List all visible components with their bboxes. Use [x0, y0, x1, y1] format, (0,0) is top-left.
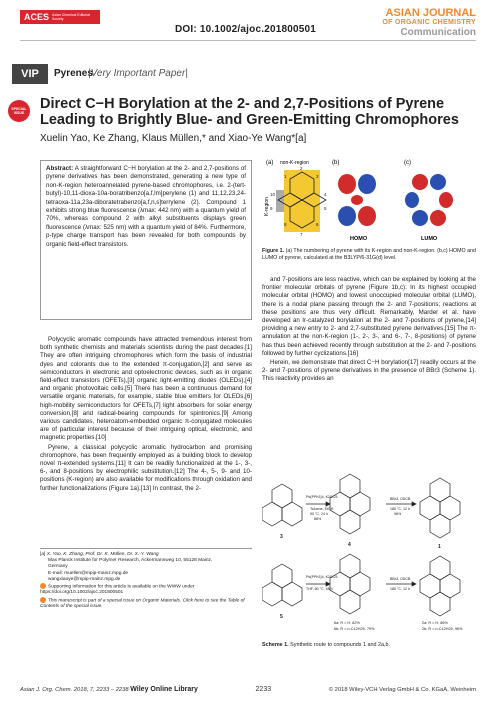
condition-2b: 180 °C, 12 h — [390, 507, 411, 511]
position-7-label: 7 — [300, 232, 303, 237]
abstract-label: Abstract: — [46, 165, 74, 172]
journal-name-line2: OF ORGANIC CHEMISTRY — [382, 19, 476, 26]
compound-3-label: 3 — [280, 534, 283, 540]
position-5-label: 5 — [324, 206, 327, 211]
condition-1c: 90 °C, 24 h — [310, 512, 329, 516]
condition-4b: 180 °C, 12 h — [390, 587, 411, 591]
position-2-label: 2 — [300, 166, 303, 171]
supporting-info[interactable] — [40, 583, 252, 597]
citation: Asian J. Org. Chem. 2018, 7, 2233 – 2238 — [20, 687, 129, 693]
compound-2b-result: 2b: R = n-C12H25, 96% — [422, 627, 463, 631]
condition-2a: BBr3, ODCB — [390, 497, 411, 501]
publisher-logo-subtitle: Asian Chemical Editorial Society — [52, 13, 90, 21]
abstract-box — [40, 160, 252, 320]
scheme-structures — [262, 474, 460, 616]
vip-descriptor: |Very Important Paper| — [88, 68, 188, 79]
header-divider — [20, 40, 476, 41]
body-paragraph: Polycyclic aromatic compounds have attracted tremendous interest from both synthetic chemists and materials scientists during the past decades.[1] They are often intriguing chromophores which form the basis of industrial dyes and colorants due to the extended π-conjugation,[2] and serve as semiconductors in electronic and optoelectronic devices, such as in organic field-effect transistors (OFETs),[3] organic light-emitting diodes (OLEDs),[4] and organic photovoltaic cells.[5] There has been a continuous demand for versatile organic materials, for example, stable blue emitters for OLEDs,[6] high-mobility semiconductors for OFETs,[7] light absorbers for solar energy conversion,[8] and radical-bearing compounds for spintronics.[9] Among various candidates, heteroatom-embedded organic π-conjugated molecules are of particular interest because of their intriguing optical, electronic, and magnetic properties.[10] — [40, 336, 252, 442]
wiley-online-library-link[interactable]: Wiley Online Library — [130, 686, 198, 693]
condition-1a: Pd(PPh3)4, K2CO3 — [306, 495, 338, 499]
body-paragraph: Herein, we demonstrate that direct C−H borylation[17] readily occurs at the 2- and 7-positions of pyrene derivatives in the presence of BBr3 (Scheme 1). This reactivity provides an — [262, 359, 476, 383]
scheme-1-caption — [262, 642, 476, 648]
body-paragraph: and 7-positions are less reactive, which can be explained by looking at the frontier molecular orbitals of pyrene (Figure 1b,c): In its highest occupied molecular orbital (HOMO) and lowest unoccupied molecular orbital (LUMO), there is a nodal plane passing through the 2- and 7-positions; reactions at these positions are thus very difficult. Remarkably, Marder et al. have developed an Ir-catalyzed borylation at the 2- and 7-positions of pyrene,[14] providing a new entry to 2- and 2,7-substituted pyrene derivatives.[15] The π-annulation at the non-K-region (1-, 2-, 3-, and 6-, 7-, 8-positions) of pyrene has thus been achieved recently through substitution at the 2- and 7-positions followed by further cyclizations.[16] — [262, 276, 476, 357]
article-title: Direct C−H Borylation at the 2- and 2,7-Positions of Pyrene Leading to Brightly Blue- and Green-Emitting Chromophores — [40, 96, 459, 128]
special-issue-note-text: This manuscript is part of a special issue on Organic Materials. Click here to see the Table of Contents of the special issue. — [40, 597, 245, 610]
author-list: Xuelin Yao, Ke Zhang, Klaus Müllen,* and Xiao-Ye Wang*[a] — [40, 133, 307, 144]
compound-6b-result: 6b: R = n-C12H25, 79% — [334, 627, 375, 631]
panel-b-label: (b) — [332, 160, 340, 166]
position-8-label: 8 — [284, 222, 287, 227]
affiliation-label: [a] — [40, 552, 46, 557]
affiliation-email-2[interactable]: wangxiaoye@mpip-mainz.mpg.de — [48, 576, 121, 582]
body-paragraph: Pyrene, a classical polycyclic aromatic hydrocarbon and promising chromophore, has been frequently employed as a building block to develop novel π-extended systems.[11] It can be readily functionalized at the 1-, 3-, 6-, and 8-positions by electrophilic substitution.[12] The 4-, 5-, 9- and 10-positions (K-region) are also available for modifications through oxidation and further functionalizations (Figure 1a).[13] In contrast, the 2- — [40, 443, 252, 492]
non-k-region-label: non-K-region — [280, 160, 309, 166]
page-number: 2233 — [255, 686, 272, 693]
condition-4a: BBr3, ODCB — [390, 577, 411, 581]
footnote-divider — [40, 548, 252, 549]
special-issue-badge: SPECIAL ISSUE — [8, 100, 30, 122]
figure-1-caption-text: (a) The numbering of pyrene with its K-region and non-K-region. (b,c) HOMO and LUMO of pyrene, calculated at the B3LYP/6-31G(d) level. — [262, 248, 476, 261]
position-6-label: 6 — [316, 222, 319, 227]
compound-5-label: 5 — [280, 614, 283, 620]
abstract-text: A straightforward C−H borylation at the 2- and 2,7-positions of pyrene derivatives has been demonstrated, generating a new type of non-K-region heteroannelated pyrene-based chromophores, i.e. 2-(tert-butyl)-10,11-dioxa-10a-boratribenzo[a,f,lm]perylene (1) and 11,12,23,24-tetraoxa-11a,23a-diboratetrabenzo[a,f,n,s]terrylene (2). Compound 1 exhibits strong blue fluorescence (λmax: 442 nm) with a quantum yield of 70%, whereas compound 2 with alkyl substituents displays green fluorescence (λmax: 525 nm) with a quantum yield of 84%. Furthermore, p-type charge transport has been revealed for both compounds by organic field-effect transistors. — [46, 165, 246, 248]
position-4-label: 4 — [324, 192, 327, 197]
special-issue-icon — [40, 597, 46, 603]
position-1-label: 1 — [284, 174, 287, 179]
k-region-label: K-region — [264, 197, 270, 216]
publisher-logo — [20, 10, 100, 24]
journal-logo — [382, 8, 476, 38]
compound-2a-result: 2a: R = H, 86% — [422, 621, 448, 625]
homo-label: HOMO — [350, 236, 368, 242]
scheme-1-caption-label: Scheme 1. — [262, 642, 289, 648]
publisher-logo-text: ACES — [24, 12, 50, 22]
affiliation-line-1: Max Planck Institute for Polymer Research, Ackermannweg 10, 55128 Mainz, — [48, 558, 213, 564]
panel-a-label: (a) — [266, 160, 274, 166]
compound-4-label: 4 — [348, 542, 351, 548]
article-type: Communication — [400, 27, 476, 38]
lumo-label: LUMO — [421, 236, 438, 242]
position-10-label: 10 — [270, 192, 276, 197]
condition-3b: THF, 80 °C, 48 h — [306, 587, 333, 591]
affiliation-line-2: Germany — [48, 564, 68, 570]
compound-6a-result: 6a: R = H, 82% — [334, 621, 360, 625]
doi-link[interactable]: DOI: 10.1002/ajoc.201800501 — [175, 24, 317, 35]
section-name: Pyrenes — [54, 68, 93, 79]
figure-1-caption-label: Figure 1. — [262, 248, 285, 254]
footnotes — [40, 552, 252, 610]
position-9-label: 9 — [270, 206, 273, 211]
supporting-info-icon — [40, 583, 46, 589]
body-column-1 — [40, 336, 252, 494]
figure-1 — [262, 156, 476, 246]
position-3-label: 3 — [316, 174, 319, 179]
scheme-1-caption-text: Synthetic route to compounds 1 and 2a,b. — [290, 642, 390, 648]
affiliation-names: X. Yao, K. Zhang, Prof. Dr. K. Müllen, Dr. X.-Y. Wang — [46, 552, 159, 557]
condition-2c: 96% — [394, 512, 402, 516]
affiliation-email-1[interactable]: E-mail: muellen@mpip-mainz.mpg.de — [48, 570, 129, 576]
journal-name-line1: ASIAN JOURNAL — [385, 7, 476, 19]
page-footer — [20, 686, 476, 693]
citation-line — [20, 686, 198, 693]
condition-1b: Toluene, EtOH — [310, 507, 334, 511]
vip-badge: VIP — [12, 64, 48, 84]
scheme-1 — [262, 470, 476, 640]
copyright: © 2018 Wiley-VCH Verlag GmbH & Co. KGaA, Weinheim — [328, 686, 476, 693]
body-column-2 — [262, 276, 476, 385]
lumo-orbital — [405, 174, 453, 226]
panel-c-label: (c) — [404, 160, 411, 166]
condition-3a: Pd(PPh3)4, K2CO3 — [306, 575, 338, 579]
figure-1-caption — [262, 248, 476, 262]
supporting-info-text: Supporting information for this article is available on the WWW under https://doi.org/10.1002/ajoc.201800501 — [40, 584, 195, 596]
special-issue-note[interactable] — [40, 597, 252, 611]
compound-1-label: 1 — [438, 544, 441, 550]
homo-orbital — [338, 174, 376, 226]
condition-1d: 88% — [314, 517, 322, 521]
